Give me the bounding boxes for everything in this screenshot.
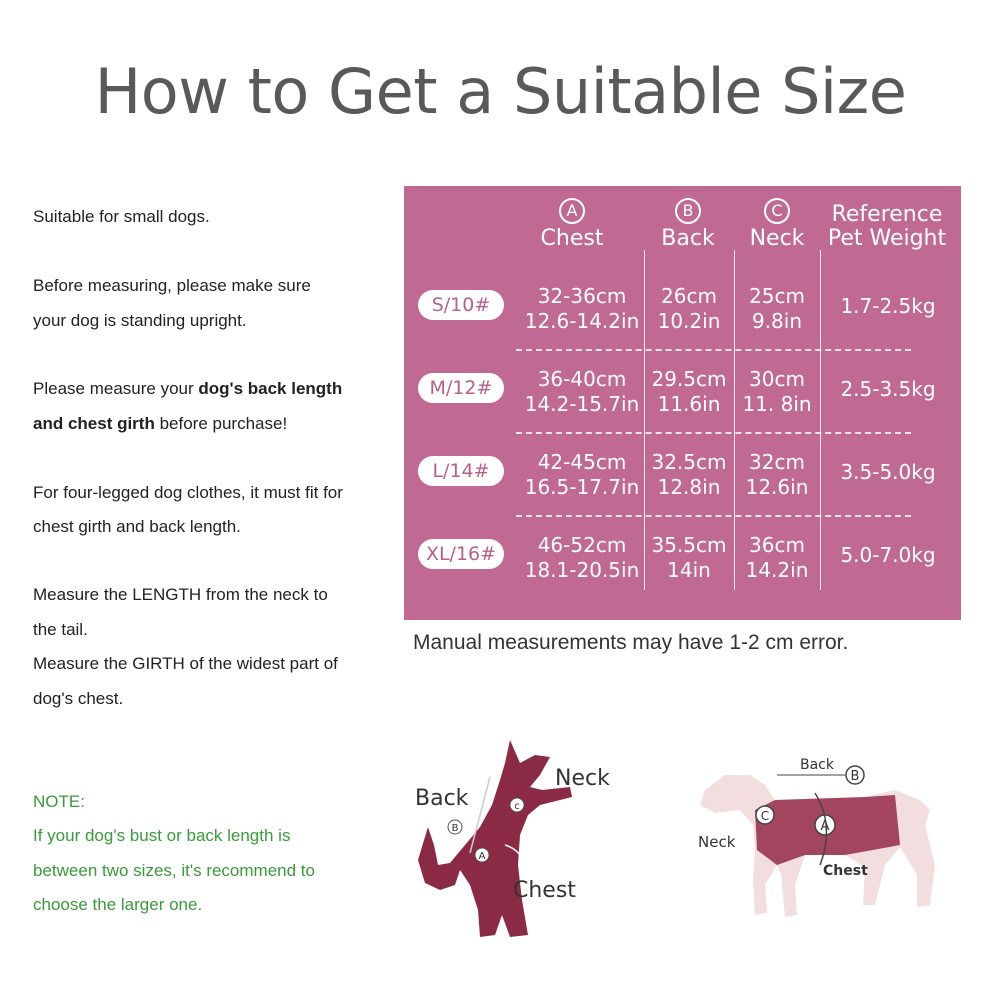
instruction-chest-girth: and chest girth — [33, 414, 155, 433]
size-badge: XL/16# — [418, 539, 504, 569]
instruction-girth-line1: Measure the GIRTH of the widest part of — [33, 654, 338, 673]
chest-cm: 32-36cm — [537, 284, 627, 308]
chest-cell — [512, 533, 652, 583]
weight-cell: 1.7-2.5kg — [840, 294, 936, 318]
note-line2: between two sizes, it's recommend to — [33, 861, 315, 880]
chest-in: 18.1-20.5in — [524, 558, 640, 582]
neck-cell — [734, 367, 820, 417]
chest-in: 12.6-14.2in — [524, 309, 640, 333]
header-back-label: Back — [661, 226, 715, 251]
back-cell — [644, 533, 734, 583]
instruction-measure-line1 — [33, 372, 393, 407]
header-chest — [522, 198, 622, 251]
header-back — [642, 198, 734, 251]
row-divider — [516, 432, 911, 434]
instruction-back-length: dog's back length — [198, 379, 343, 398]
cat-mark-a: A — [478, 851, 486, 862]
cat-label-back: Back — [415, 786, 469, 811]
dog-label-neck: Neck — [698, 833, 736, 851]
neck-cell — [734, 284, 820, 334]
instruction-length-line1: Measure the LENGTH from the neck to — [33, 585, 328, 604]
back-cell — [644, 367, 734, 417]
instruction-upright-line2: your dog is standing upright. — [33, 311, 247, 330]
neck-cm: 36cm — [749, 533, 805, 557]
cat-silhouette — [418, 740, 572, 937]
dog-mark-c: C — [760, 809, 770, 823]
header-neck — [734, 198, 820, 251]
back-cell — [644, 284, 734, 334]
chest-in: 16.5-17.7in — [524, 475, 640, 499]
neck-in: 9.8in — [751, 309, 803, 333]
header-reference-weight — [822, 203, 952, 251]
back-cm: 26cm — [661, 284, 717, 308]
cat-mark-c: c — [514, 801, 520, 812]
neck-in: 11. 8in — [742, 392, 812, 416]
dog-mark-a: A — [820, 819, 830, 834]
instruction-girth-line2: dog's chest. — [33, 689, 124, 708]
back-in: 12.8in — [657, 475, 721, 499]
chest-cell — [512, 284, 652, 334]
neck-symbol-icon: C — [764, 198, 790, 224]
back-cm: 32.5cm — [651, 450, 727, 474]
back-cm: 29.5cm — [651, 367, 727, 391]
page-title: How to Get a Suitable Size — [94, 55, 907, 128]
neck-in: 12.6in — [745, 475, 809, 499]
weight-cell: 2.5-3.5kg — [840, 377, 936, 401]
instruction-upright-line1: Before measuring, please make sure — [33, 276, 311, 295]
row-divider — [516, 515, 911, 517]
back-in: 10.2in — [657, 309, 721, 333]
measurement-error-note: Manual measurements may have 1-2 cm error. — [413, 631, 849, 654]
back-symbol-icon: B — [675, 198, 701, 224]
cat-label-neck: Neck — [555, 766, 610, 791]
chest-symbol-icon: A — [559, 198, 585, 224]
instruction-measure-text: Please measure your — [33, 379, 199, 398]
dog-label-chest: Chest — [823, 863, 868, 879]
back-cm: 35.5cm — [651, 533, 727, 557]
header-chest-label: Chest — [540, 226, 604, 251]
size-chart — [404, 186, 961, 620]
back-cell — [644, 450, 734, 500]
note-heading: NOTE: — [33, 792, 85, 811]
instruction-fit-line1: For four-legged dog clothes, it must fit for — [33, 483, 343, 502]
neck-cell — [734, 533, 820, 583]
instruction-small-dogs: Suitable for small dogs. — [33, 207, 210, 226]
dog-measurement-illustration — [695, 755, 955, 925]
size-badge: L/14# — [418, 456, 504, 486]
row-divider — [516, 349, 911, 351]
weight-cell: 5.0-7.0kg — [840, 543, 936, 567]
cat-measurement-illustration — [410, 735, 610, 945]
neck-cm: 32cm — [749, 450, 805, 474]
neck-in: 14.2in — [745, 558, 809, 582]
dog-label-back: Back — [800, 757, 834, 773]
note-line1: If your dog's bust or back length is — [33, 826, 291, 845]
header-reference-line1: Reference — [831, 202, 943, 227]
chest-cm: 36-40cm — [537, 367, 627, 391]
chest-cm: 46-52cm — [537, 533, 627, 557]
header-neck-label: Neck — [749, 226, 805, 251]
header-reference-line2: Pet Weight — [827, 226, 947, 251]
back-in: 11.6in — [657, 392, 721, 416]
column-divider — [820, 250, 821, 590]
instruction-before-purchase: before purchase! — [154, 414, 288, 433]
size-badge: S/10# — [418, 290, 504, 320]
instruction-measure-line2 — [33, 407, 393, 442]
chest-cell — [512, 367, 652, 417]
size-badge: M/12# — [418, 373, 504, 403]
neck-cm: 25cm — [749, 284, 805, 308]
neck-cell — [734, 450, 820, 500]
cat-mark-b: B — [451, 823, 459, 834]
chest-cm: 42-45cm — [537, 450, 627, 474]
note-line3: choose the larger one. — [33, 895, 203, 914]
neck-cm: 30cm — [749, 367, 805, 391]
cat-label-chest: Chest — [513, 878, 576, 903]
chest-cell — [512, 450, 652, 500]
chest-in: 14.2-15.7in — [524, 392, 640, 416]
dog-mark-b: B — [850, 769, 860, 784]
instruction-fit-line2: chest girth and back length. — [33, 517, 241, 536]
back-in: 14in — [667, 558, 711, 582]
weight-cell: 3.5-5.0kg — [840, 460, 936, 484]
instruction-length-line2: the tail. — [33, 620, 88, 639]
